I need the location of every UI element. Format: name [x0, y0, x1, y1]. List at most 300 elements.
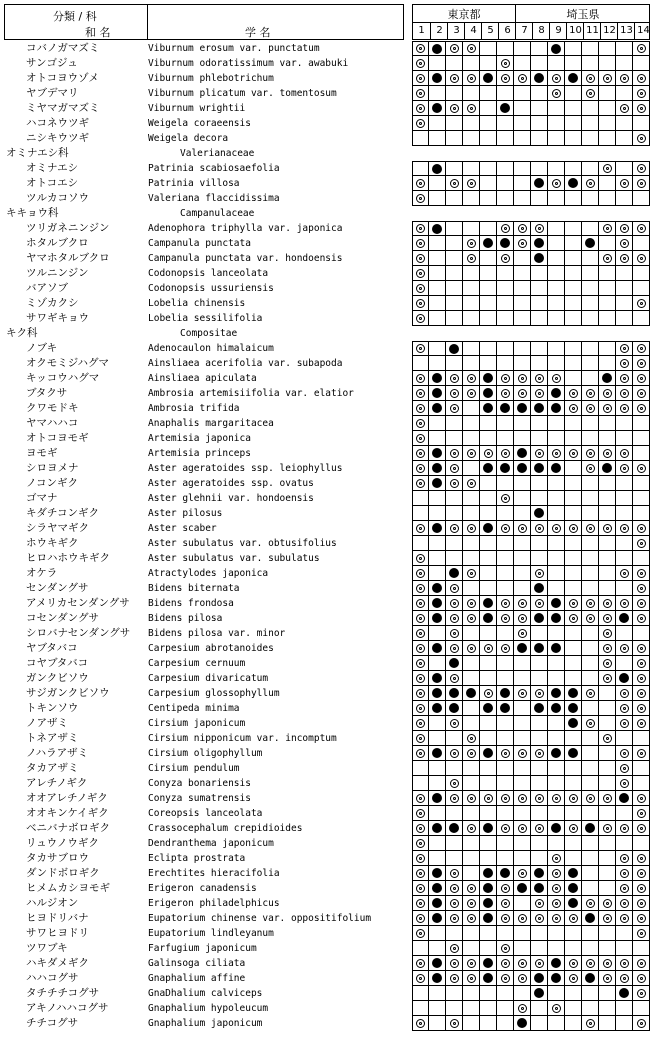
occurrence-cell: [514, 761, 531, 776]
occurrence-cell: [616, 731, 633, 746]
occurrence-cell: [497, 116, 514, 131]
occurrence-cell: [463, 476, 480, 491]
occurrence-cell: [616, 401, 633, 416]
occurrence-cell: [548, 56, 565, 71]
filled-circle-mark: [432, 598, 442, 608]
double-circle-mark: [603, 449, 612, 458]
occurrence-cell: [412, 371, 429, 386]
scientific-name: Adenophora triphylla var. japonica: [148, 223, 343, 234]
occurrence-cell: [582, 941, 599, 956]
japanese-name: サンゴジュ: [26, 57, 78, 69]
double-circle-mark: [501, 824, 510, 833]
occurrence-cell: [599, 341, 616, 356]
species-row: [0, 521, 655, 536]
occurrence-cell: [616, 416, 633, 431]
double-circle-mark: [637, 299, 646, 308]
occurrence-cell: [599, 416, 616, 431]
occurrence-cell: [463, 491, 480, 506]
double-circle-mark: [586, 179, 595, 188]
occurrence-cell: [599, 221, 616, 236]
occurrence-cell: [497, 371, 514, 386]
occurrence-cell: [446, 611, 463, 626]
japanese-name: ヤマホタルブクロ: [26, 252, 110, 264]
occurrence-cell: [531, 221, 548, 236]
occurrence-cell: [480, 281, 497, 296]
occurrence-cell: [446, 161, 463, 176]
double-circle-mark: [637, 104, 646, 113]
occurrence-cell: [565, 131, 582, 146]
occurrence-cell: [531, 701, 548, 716]
occurrence-cell: [616, 476, 633, 491]
scientific-name: Gnaphalium japonicum: [148, 1018, 263, 1029]
occurrence-cell: [582, 476, 599, 491]
occurrence-cell: [429, 521, 446, 536]
species-row: [0, 416, 655, 431]
double-circle-mark: [467, 914, 476, 923]
occurrence-cell: [480, 656, 497, 671]
scientific-name: Coreopsis lanceolata: [148, 808, 263, 819]
occurrence-cell: [548, 116, 565, 131]
occurrence-cell: [446, 491, 463, 506]
double-circle-mark: [569, 959, 578, 968]
filled-circle-mark: [483, 703, 493, 713]
occurrence-cell: [633, 176, 650, 191]
occurrence-cell: [429, 671, 446, 686]
occurrence-cell: [616, 671, 633, 686]
occurrence-cell: [514, 851, 531, 866]
occurrence-cell: [514, 986, 531, 1001]
occurrence-cell: [531, 401, 548, 416]
occurrence-cell: [599, 371, 616, 386]
double-circle-mark: [416, 239, 425, 248]
occurrence-cell: [497, 581, 514, 596]
occurrence-cell: [429, 461, 446, 476]
double-circle-mark: [620, 749, 629, 758]
scientific-name: Conyza bonariensis: [148, 778, 251, 789]
double-circle-mark: [620, 374, 629, 383]
double-circle-mark: [518, 629, 527, 638]
occurrence-cell: [446, 671, 463, 686]
occurrence-cell: [616, 521, 633, 536]
filled-circle-mark: [568, 868, 578, 878]
occurrence-cell: [446, 746, 463, 761]
site-number: 7: [515, 23, 533, 39]
double-circle-mark: [416, 914, 425, 923]
species-row: [0, 386, 655, 401]
occurrence-cell: [446, 131, 463, 146]
double-circle-mark: [603, 659, 612, 668]
double-circle-mark: [552, 524, 561, 533]
occurrence-cell: [582, 761, 599, 776]
species-row: [0, 296, 655, 311]
filled-circle-mark: [500, 868, 510, 878]
occurrence-cell: [514, 1001, 531, 1016]
occurrence-cell: [633, 911, 650, 926]
occurrence-cell: [497, 311, 514, 326]
occurrence-cell: [429, 371, 446, 386]
double-circle-mark: [501, 224, 510, 233]
occurrence-cell: [531, 671, 548, 686]
occurrence-cell: [616, 986, 633, 1001]
double-circle-mark: [518, 389, 527, 398]
double-circle-mark: [552, 854, 561, 863]
double-circle-mark: [569, 599, 578, 608]
occurrence-cell: [599, 851, 616, 866]
occurrence-cell: [565, 656, 582, 671]
scientific-name: Erigeron canadensis: [148, 883, 257, 894]
occurrence-cell: [565, 416, 582, 431]
filled-circle-mark: [551, 463, 561, 473]
occurrence-cell: [633, 881, 650, 896]
occurrence-cell: [480, 1001, 497, 1016]
occurrence-cell: [412, 581, 429, 596]
japanese-name: アキノハハコグサ: [26, 1002, 109, 1014]
filled-circle-mark: [551, 688, 561, 698]
scientific-name: Farfugium japonicum: [148, 943, 257, 954]
species-row: [0, 191, 655, 206]
occurrence-cell: [412, 266, 429, 281]
species-row: [0, 506, 655, 521]
occurrence-cell: [446, 101, 463, 116]
double-circle-mark: [637, 749, 646, 758]
double-circle-mark: [450, 884, 459, 893]
scientific-name: Campanula punctata var. hondoensis: [148, 253, 343, 264]
occurrence-cell: [497, 866, 514, 881]
occurrence-cell: [497, 236, 514, 251]
occurrence-cell: [412, 626, 429, 641]
occurrence-cell: [446, 851, 463, 866]
scientific-name: Viburnum phlebotrichum: [148, 73, 274, 84]
occurrence-cell: [616, 761, 633, 776]
scientific-name: Aster glehnii var. hondoensis: [148, 493, 314, 504]
double-circle-mark: [620, 719, 629, 728]
occurrence-cell: [565, 926, 582, 941]
occurrence-cell: [582, 986, 599, 1001]
species-row: [0, 791, 655, 806]
double-circle-mark: [450, 674, 459, 683]
species-row: [0, 161, 655, 176]
occurrence-cell: [514, 281, 531, 296]
occurrence-cell: [463, 536, 480, 551]
double-circle-mark: [535, 599, 544, 608]
occurrence-cell: [446, 71, 463, 86]
double-circle-mark: [637, 224, 646, 233]
species-row: [0, 986, 655, 1001]
double-circle-mark: [518, 1004, 527, 1013]
occurrence-cell: [429, 266, 446, 281]
occurrence-cell: [633, 821, 650, 836]
occurrence-cell: [514, 296, 531, 311]
occurrence-cell: [531, 476, 548, 491]
occurrence-cell: [633, 686, 650, 701]
double-circle-mark: [450, 749, 459, 758]
occurrence-cell: [633, 1001, 650, 1016]
occurrence-cell: [548, 251, 565, 266]
occurrence-cell: [497, 86, 514, 101]
occurrence-cell: [616, 506, 633, 521]
occurrence-cell: [412, 536, 429, 551]
occurrence-cell: [429, 56, 446, 71]
occurrence-cell: [463, 311, 480, 326]
occurrence-cell: [463, 926, 480, 941]
occurrence-cell: [599, 671, 616, 686]
double-circle-mark: [416, 104, 425, 113]
occurrence-cell: [514, 221, 531, 236]
double-circle-mark: [620, 464, 629, 473]
species-row: [0, 491, 655, 506]
occurrence-cell: [446, 281, 463, 296]
occurrence-cell: [412, 461, 429, 476]
occurrence-cell: [548, 566, 565, 581]
species-row: [0, 131, 655, 146]
occurrence-cell: [497, 896, 514, 911]
occurrence-cell: [463, 686, 480, 701]
scientific-name: Viburnum erosum var. punctatum: [148, 43, 320, 54]
scientific-name: Viburnum wrightii: [148, 103, 246, 114]
filled-circle-mark: [551, 973, 561, 983]
occurrence-cell: [565, 1001, 582, 1016]
occurrence-cell: [531, 746, 548, 761]
occurrence-cell: [582, 911, 599, 926]
occurrence-cell: [480, 821, 497, 836]
occurrence-cell: [463, 341, 480, 356]
double-circle-mark: [416, 449, 425, 458]
occurrence-cell: [446, 116, 463, 131]
double-circle-mark: [569, 389, 578, 398]
double-circle-mark: [603, 734, 612, 743]
filled-circle-mark: [432, 103, 442, 113]
occurrence-cell: [480, 461, 497, 476]
occurrence-cell: [633, 926, 650, 941]
occurrence-cell: [565, 941, 582, 956]
occurrence-cell: [514, 56, 531, 71]
occurrence-cell: [582, 101, 599, 116]
occurrence-cell: [616, 596, 633, 611]
filled-circle-mark: [517, 448, 527, 458]
double-circle-mark: [552, 869, 561, 878]
occurrence-cell: [633, 461, 650, 476]
double-circle-mark: [416, 464, 425, 473]
filled-circle-mark: [551, 44, 561, 54]
occurrence-cell: [429, 686, 446, 701]
occurrence-cell: [531, 236, 548, 251]
species-row: [0, 956, 655, 971]
occurrence-cell: [497, 41, 514, 56]
occurrence-cell: [412, 506, 429, 521]
filled-circle-mark: [432, 583, 442, 593]
double-circle-mark: [450, 104, 459, 113]
occurrence-cell: [463, 776, 480, 791]
scientific-name: Galinsoga ciliata: [148, 958, 246, 969]
occurrence-cell: [565, 281, 582, 296]
double-circle-mark: [603, 974, 612, 983]
double-circle-mark: [501, 899, 510, 908]
occurrence-cell: [599, 551, 616, 566]
occurrence-cell: [616, 686, 633, 701]
occurrence-cell: [497, 161, 514, 176]
occurrence-cell: [497, 101, 514, 116]
occurrence-cell: [446, 641, 463, 656]
occurrence-cell: [565, 671, 582, 686]
double-circle-mark: [467, 179, 476, 188]
occurrence-cell: [531, 641, 548, 656]
species-row: [0, 1001, 655, 1016]
double-circle-mark: [637, 719, 646, 728]
double-circle-mark: [416, 179, 425, 188]
occurrence-cell: [514, 881, 531, 896]
occurrence-cell: [531, 881, 548, 896]
occurrence-cell: [514, 956, 531, 971]
occurrence-cell: [463, 986, 480, 1001]
filled-circle-mark: [551, 613, 561, 623]
occurrence-cell: [463, 41, 480, 56]
occurrence-cell: [616, 566, 633, 581]
japanese-name: タチチチコグサ: [26, 987, 100, 999]
filled-circle-mark: [534, 613, 544, 623]
occurrence-cell: [412, 881, 429, 896]
occurrence-cell: [429, 821, 446, 836]
family-name-sci: Campanulaceae: [180, 208, 255, 219]
occurrence-cell: [429, 761, 446, 776]
occurrence-cell: [514, 731, 531, 746]
species-row: [0, 881, 655, 896]
family-name-ja: オミナエシ科: [6, 147, 69, 159]
occurrence-cell: [599, 806, 616, 821]
occurrence-cell: [429, 1016, 446, 1031]
scientific-name: Viburnum plicatum var. tomentosum: [148, 88, 337, 99]
occurrence-cell: [531, 251, 548, 266]
double-circle-mark: [569, 449, 578, 458]
occurrence-cell: [412, 131, 429, 146]
occurrence-cell: [514, 386, 531, 401]
occurrence-cell: [548, 956, 565, 971]
occurrence-cell: [446, 911, 463, 926]
occurrence-cell: [582, 236, 599, 251]
double-circle-mark: [416, 824, 425, 833]
occurrence-cell: [429, 971, 446, 986]
japanese-name: ニシキウツギ: [26, 132, 89, 144]
occurrence-cell: [531, 1001, 548, 1016]
occurrence-cell: [480, 176, 497, 191]
occurrence-cell: [446, 1016, 463, 1031]
double-circle-mark: [416, 404, 425, 413]
occurrence-cell: [548, 746, 565, 761]
filled-circle-mark: [551, 643, 561, 653]
occurrence-cell: [548, 521, 565, 536]
occurrence-cell: [412, 776, 429, 791]
occurrence-cell: [446, 761, 463, 776]
double-circle-mark: [637, 539, 646, 548]
occurrence-cell: [616, 896, 633, 911]
double-circle-mark: [416, 269, 425, 278]
occurrence-cell: [497, 701, 514, 716]
scientific-name: Patrinia villosa: [148, 178, 240, 189]
occurrence-cell: [480, 296, 497, 311]
occurrence-cell: [497, 266, 514, 281]
double-circle-mark: [603, 644, 612, 653]
occurrence-cell: [531, 941, 548, 956]
occurrence-cell: [548, 596, 565, 611]
japanese-name: トネアザミ: [26, 732, 79, 744]
occurrence-cell: [514, 836, 531, 851]
occurrence-cell: [412, 446, 429, 461]
occurrence-cell: [565, 86, 582, 101]
occurrence-cell: [548, 536, 565, 551]
double-circle-mark: [586, 1019, 595, 1028]
occurrence-cell: [429, 296, 446, 311]
occurrence-cell: [514, 716, 531, 731]
double-circle-mark: [501, 74, 510, 83]
double-circle-mark: [450, 389, 459, 398]
filled-circle-mark: [500, 403, 510, 413]
occurrence-cell: [446, 41, 463, 56]
occurrence-cell: [463, 971, 480, 986]
occurrence-cell: [633, 581, 650, 596]
occurrence-cell: [412, 56, 429, 71]
occurrence-cell: [480, 911, 497, 926]
occurrence-cell: [565, 626, 582, 641]
occurrence-cell: [429, 71, 446, 86]
double-circle-mark: [620, 704, 629, 713]
japanese-name: バアソブ: [26, 282, 68, 294]
occurrence-cell: [616, 461, 633, 476]
occurrence-cell: [565, 596, 582, 611]
occurrence-cell: [582, 536, 599, 551]
occurrence-cell: [548, 431, 565, 446]
occurrence-cell: [599, 116, 616, 131]
occurrence-cell: [429, 311, 446, 326]
double-circle-mark: [518, 224, 527, 233]
double-circle-mark: [620, 569, 629, 578]
double-circle-mark: [450, 914, 459, 923]
occurrence-cell: [412, 656, 429, 671]
occurrence-cell: [463, 641, 480, 656]
filled-circle-mark: [432, 898, 442, 908]
double-circle-mark: [637, 74, 646, 83]
double-circle-mark: [450, 614, 459, 623]
filled-circle-mark: [534, 238, 544, 248]
species-row: [0, 656, 655, 671]
double-circle-mark: [620, 179, 629, 188]
occurrence-cell: [480, 506, 497, 521]
double-circle-mark: [586, 794, 595, 803]
occurrence-cell: [548, 341, 565, 356]
occurrence-cell: [446, 806, 463, 821]
occurrence-cell: [599, 731, 616, 746]
occurrence-cell: [531, 371, 548, 386]
occurrence-cell: [412, 926, 429, 941]
occurrence-cell: [599, 896, 616, 911]
occurrence-cell: [565, 191, 582, 206]
occurrence-cell: [429, 236, 446, 251]
species-row: [0, 641, 655, 656]
occurrence-cell: [616, 1016, 633, 1031]
japanese-name: オケラ: [26, 567, 58, 579]
occurrence-cell: [599, 836, 616, 851]
double-circle-mark: [569, 974, 578, 983]
occurrence-cell: [616, 131, 633, 146]
scientific-name: Cirsium japonicum: [148, 718, 246, 729]
double-circle-mark: [518, 524, 527, 533]
double-circle-mark: [416, 1019, 425, 1028]
occurrence-cell: [633, 521, 650, 536]
double-circle-mark: [586, 524, 595, 533]
occurrence-cell: [548, 476, 565, 491]
double-circle-mark: [637, 1019, 646, 1028]
double-circle-mark: [603, 524, 612, 533]
occurrence-cell: [582, 671, 599, 686]
occurrence-cell: [599, 626, 616, 641]
